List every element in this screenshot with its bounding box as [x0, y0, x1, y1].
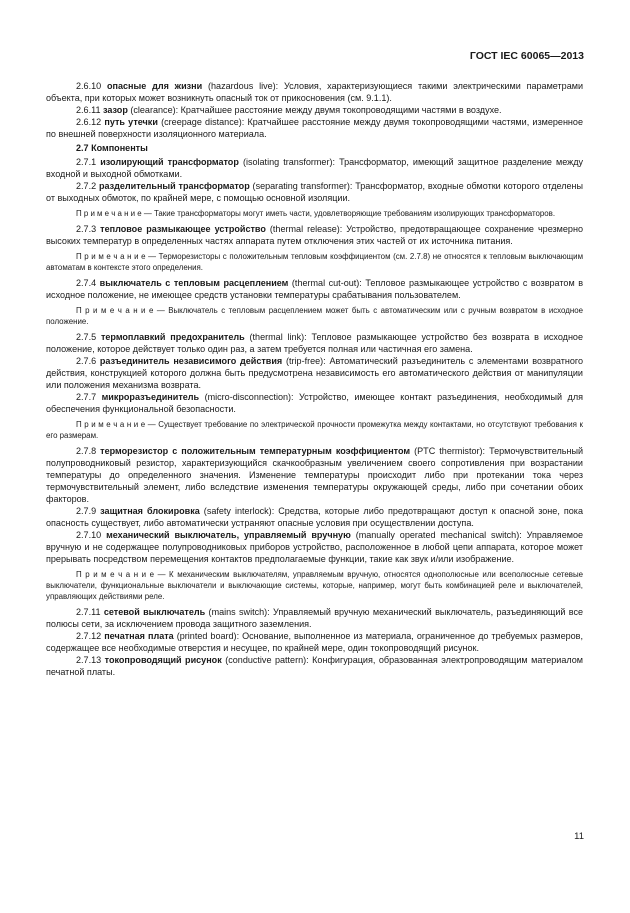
term: изолирующий трансформатор [100, 157, 239, 167]
note-2-7-10: П р и м е ч а н и е — К механическим выключателям, управляемым вручную, относятся однополюсные или всеполюсные сетевые выключатели, функциональные выключатели и выключающие системы, которые, например, могут быть комбинацией реле и выключателей, управляющих действиями реле. [46, 570, 583, 601]
term: опасные для жизни [106, 81, 203, 91]
term: путь утечки [104, 117, 158, 127]
term: термоплавкий предохранитель [100, 332, 245, 342]
term: печатная плата [104, 631, 174, 641]
term: разделительный трансформатор [98, 181, 250, 191]
standard-code-header: ГОСТ IEC 60065—2013 [469, 50, 584, 62]
paragraph-2-7-2: 2.7.2 разделительный трансформатор (separating transformer): Трансформатор, входные обмотки которого отделены от выходных обмоток, по крайней мере, с помощью основной изоляции. [46, 181, 584, 203]
paragraph-2-7-6: 2.7.6 разъединитель независимого действия (trip-free): Автоматический разъединитель с элементами возвратного действия, конструкцией которого должна быть предусмотрена независимость его автоматического действия от манипуляции или положения механизма возврата. [46, 356, 584, 390]
paragraph-2-7-1: 2.7.1 изолирующий трансформатор (isolating transformer): Трансформатор, имеющий защитное разделение между входной и выходной обмотками. [46, 157, 584, 179]
document-body [46, 80, 583, 678]
term: сетевой выключатель [103, 607, 206, 617]
paragraph-2-7-3: 2.7.3 тепловое размыкающее устройство (thermal release): Устройство, предотвращающее сохранение чрезмерно высоких температур в определенных частях аппарата путем отключения этих частей от их источника питания. [46, 224, 583, 246]
paragraph-2-6-12: 2.6.12 путь утечки (creepage distance): Кратчайшее расстояние между двумя токопроводящими частями, измеренное по внешней поверхности изоляционного материала. [46, 117, 583, 139]
term: разъединитель независимого действия [99, 356, 283, 366]
paragraph-2-7-9: 2.7.9 защитная блокировка (safety interlock): Средства, которые либо предотвращают доступ к опасной зоне, пока опасность существует, либо автоматически устраняют опасные условия при осуществлении доступа. [46, 506, 583, 528]
paragraph-2-7-5: 2.7.5 термоплавкий предохранитель (thermal link): Тепловое размыкающее устройство без возврата в исходное положение, которое действует только один раз, а затем требуется полная или частичная его замена. [46, 332, 583, 354]
paragraph-2-6-10: 2.6.10 опасные для жизни (hazardous live): Условия, характеризующиеся такими электрическими параметрами объекта, при которых может возникнуть опасный ток от прикосновения (см. 9.1.1). [46, 81, 584, 103]
paragraph-2-6-11: 2.6.11 зазор (clearance): Кратчайшее расстояние между двумя токопроводящими частями в воздухе. [76, 105, 502, 115]
paragraph-2-7-11: 2.7.11 сетевой выключатель (mains switch): Управляемый вручную механический выключатель, разъединяющий все полюсы сети, за исключением провода защитного заземления. [46, 607, 584, 629]
section-heading-2-7: 2.7 Компоненты [76, 143, 148, 153]
page-number: 11 [574, 831, 584, 842]
term: токопроводящий рисунок [104, 655, 222, 665]
paragraph-2-7-8: 2.7.8 терморезистор с положительным температурным коэффициентом (PTC thermistor): Термочувствительный полупроводниковый резистор, характеризующийся скачкообразным увеличением своего сопротивления при возрастании температуры до определенного значения. Изменение температуры происходит либо при протекании тока через термочувствительный элемент, либо вследствие изменения температуры окружающей среды, либо при сочетании обоих факторов. [46, 446, 583, 504]
note-2-7-7: П р и м е ч а н и е — Существует требование по электрической прочности промежутка между контактами, но отсутствуют требования к его размерам. [46, 420, 583, 440]
paragraph-2-7-4: 2.7.4 выключатель с тепловым расцеплением (thermal cut-out): Тепловое размыкающее устройство с возвратом в исходное положение, не имеющее средств установки температуры срабатывания пользователем. [46, 278, 583, 300]
note-2-7-2: П р и м е ч а н и е — Такие трансформаторы могут иметь части, удовлетворяющие требованиям изолирующих трансформаторов. [76, 209, 556, 218]
paragraph-2-7-13: 2.7.13 токопроводящий рисунок (conductive pattern): Конфигурация, образованная электропроводящим материалом печатной платы. [46, 655, 584, 677]
note-2-7-4: П р и м е ч а н и е — Выключатель с тепловым расцеплением может быть с автоматическим или с ручным возвратом в исходное положение. [46, 306, 583, 326]
term: механический выключатель, управляемый вручную [106, 530, 351, 540]
paragraph-2-7-10: 2.7.10 механический выключатель, управляемый вручную (manually operated mechanical switch): Управляемое вручную и не содержащее полупроводниковых приборов устройство, расположенное в любой цепи аппарата, которое может прерывать посредством перемещения контактов предполагаемые функции, такие как звук и/или изображение. [46, 530, 584, 564]
note-2-7-3: П р и м е ч а н и е — Терморезисторы с положительным тепловым коэффициентом (см. 2.7.8) не относятся к тепловым выключающим автоматам в контексте этого определения. [46, 252, 583, 272]
term: зазор [103, 105, 128, 115]
paragraph-2-7-12: 2.7.12 печатная плата (printed board): Основание, выполненное из материала, ограниченное до требуемых размеров, содержащее все необходимые отверстия и несущее, по крайней мере, один токопроводящий рисунок. [46, 631, 583, 653]
term: микроразъединитель [101, 392, 200, 402]
term: защитная блокировка [100, 506, 200, 516]
term: терморезистор с положительным температурным коэффициентом [100, 446, 411, 456]
term: выключатель с тепловым расцеплением [99, 278, 289, 288]
paragraph-2-7-7: 2.7.7 микроразъединитель (micro-disconnection): Устройство, имеющее контакт разъединения, необходимый для обеспечения функциональной безопасности. [46, 392, 584, 414]
term: тепловое размыкающее устройство [100, 224, 266, 234]
